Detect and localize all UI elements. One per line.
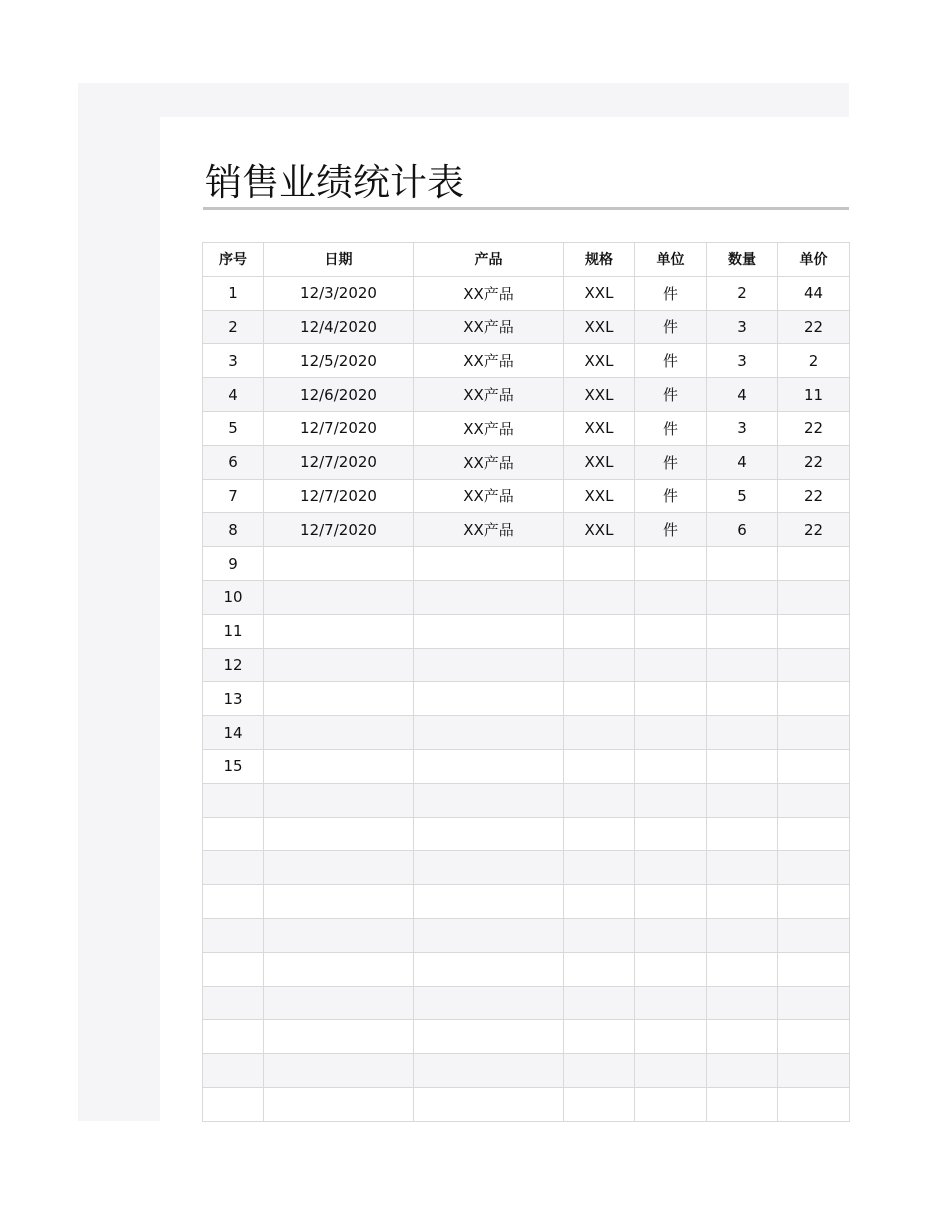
cell-quantity[interactable] [707,648,778,682]
cell-unit[interactable]: 件 [635,411,707,445]
table-row [203,344,850,378]
cell-quantity[interactable] [707,885,778,919]
cell-unit-price[interactable] [778,952,850,986]
cell-date[interactable] [264,817,414,851]
cell-date[interactable] [264,952,414,986]
header-date: 日期 [264,243,414,277]
cell-date[interactable] [264,682,414,716]
cell-product[interactable] [414,1054,564,1088]
cell-quantity[interactable]: 2 [707,276,778,310]
cell-index[interactable]: 4 [203,378,264,412]
cell-quantity[interactable] [707,682,778,716]
cell-date[interactable] [264,648,414,682]
table-row [203,411,850,445]
cell-unit[interactable]: 件 [635,445,707,479]
table-row [203,817,850,851]
cell-unit-price[interactable] [778,547,850,581]
table-row [203,851,850,885]
cell-quantity[interactable] [707,614,778,648]
cell-index[interactable] [203,986,264,1020]
cell-index[interactable]: 8 [203,513,264,547]
cell-spec[interactable] [564,580,635,614]
table-row [203,952,850,986]
cell-quantity[interactable] [707,1054,778,1088]
table-row [203,1054,850,1088]
cell-spec[interactable]: XXL [564,479,635,513]
cell-quantity[interactable] [707,952,778,986]
cell-index[interactable]: 9 [203,547,264,581]
cell-date[interactable] [264,918,414,952]
cell-date[interactable] [264,1054,414,1088]
cell-unit-price[interactable]: 22 [778,411,850,445]
cell-index[interactable] [203,783,264,817]
cell-spec[interactable] [564,1020,635,1054]
cell-index[interactable]: 2 [203,310,264,344]
header-unit-price: 单价 [778,243,850,277]
cell-unit[interactable] [635,952,707,986]
cell-quantity[interactable]: 3 [707,344,778,378]
cell-unit[interactable] [635,817,707,851]
cell-product[interactable]: XX产品 [414,276,564,310]
cell-unit-price[interactable] [778,648,850,682]
cell-index[interactable] [203,851,264,885]
cell-quantity[interactable]: 4 [707,445,778,479]
cell-date[interactable]: 12/7/2020 [264,411,414,445]
cell-unit-price[interactable] [778,783,850,817]
cell-index[interactable] [203,817,264,851]
cell-unit[interactable] [635,885,707,919]
cell-quantity[interactable]: 5 [707,479,778,513]
cell-date[interactable]: 12/7/2020 [264,479,414,513]
cell-index[interactable]: 3 [203,344,264,378]
cell-unit-price[interactable]: 22 [778,513,850,547]
cell-unit[interactable] [635,1087,707,1121]
cell-date[interactable] [264,885,414,919]
cell-date[interactable] [264,986,414,1020]
cell-index[interactable]: 5 [203,411,264,445]
table-row [203,648,850,682]
cell-index[interactable]: 14 [203,716,264,750]
table-row [203,918,850,952]
cell-product[interactable] [414,648,564,682]
cell-unit-price[interactable]: 2 [778,344,850,378]
cell-quantity[interactable] [707,851,778,885]
cell-spec[interactable] [564,885,635,919]
cell-index[interactable] [203,1087,264,1121]
header-product: 产品 [414,243,564,277]
cell-product[interactable] [414,1020,564,1054]
sheet-background-left [78,83,160,1121]
cell-spec[interactable] [564,986,635,1020]
cell-date[interactable] [264,851,414,885]
header-spec: 规格 [564,243,635,277]
cell-date[interactable] [264,783,414,817]
cell-quantity[interactable]: 6 [707,513,778,547]
cell-product[interactable]: XX产品 [414,513,564,547]
cell-index[interactable]: 11 [203,614,264,648]
cell-product[interactable] [414,749,564,783]
table-row [203,749,850,783]
cell-quantity[interactable] [707,918,778,952]
table-row [203,783,850,817]
cell-product[interactable] [414,851,564,885]
cell-unit[interactable] [635,1054,707,1088]
cell-date[interactable] [264,716,414,750]
cell-unit[interactable] [635,986,707,1020]
cell-unit[interactable] [635,614,707,648]
cell-product[interactable] [414,547,564,581]
cell-spec[interactable] [564,817,635,851]
cell-unit[interactable]: 件 [635,513,707,547]
cell-date[interactable] [264,749,414,783]
cell-index[interactable] [203,885,264,919]
cell-index[interactable]: 6 [203,445,264,479]
cell-quantity[interactable]: 3 [707,411,778,445]
cell-unit-price[interactable] [778,614,850,648]
cell-index[interactable]: 1 [203,276,264,310]
cell-unit[interactable] [635,1020,707,1054]
table-row [203,885,850,919]
header-unit: 单位 [635,243,707,277]
cell-date[interactable] [264,1087,414,1121]
cell-product[interactable] [414,817,564,851]
cell-date[interactable] [264,614,414,648]
cell-product[interactable] [414,614,564,648]
cell-quantity[interactable] [707,580,778,614]
page-title: 销售业绩统计表 [205,161,464,204]
cell-index[interactable] [203,918,264,952]
cell-spec[interactable] [564,918,635,952]
cell-unit-price[interactable] [778,1087,850,1121]
cell-product[interactable]: XX产品 [414,344,564,378]
cell-quantity[interactable] [707,783,778,817]
cell-unit-price[interactable] [778,986,850,1020]
cell-product[interactable] [414,918,564,952]
cell-quantity[interactable] [707,817,778,851]
cell-unit[interactable] [635,749,707,783]
cell-date[interactable]: 12/6/2020 [264,378,414,412]
cell-product[interactable] [414,682,564,716]
table-row [203,479,850,513]
header-index: 序号 [203,243,264,277]
cell-spec[interactable] [564,1087,635,1121]
cell-index[interactable]: 10 [203,580,264,614]
cell-quantity[interactable] [707,986,778,1020]
cell-product[interactable] [414,1087,564,1121]
cell-unit[interactable] [635,682,707,716]
cell-date[interactable]: 12/7/2020 [264,445,414,479]
cell-unit[interactable]: 件 [635,310,707,344]
table-row [203,276,850,310]
cell-quantity[interactable] [707,716,778,750]
cell-date[interactable]: 12/3/2020 [264,276,414,310]
cell-unit[interactable] [635,851,707,885]
cell-unit-price[interactable] [778,749,850,783]
table-header-row [203,243,850,277]
cell-unit-price[interactable] [778,1020,850,1054]
cell-unit-price[interactable] [778,817,850,851]
cell-product[interactable] [414,885,564,919]
cell-index[interactable]: 13 [203,682,264,716]
cell-date[interactable] [264,580,414,614]
cell-unit[interactable] [635,547,707,581]
cell-quantity[interactable] [707,1087,778,1121]
cell-spec[interactable]: XXL [564,310,635,344]
cell-spec[interactable] [564,952,635,986]
cell-spec[interactable]: XXL [564,344,635,378]
cell-product[interactable] [414,986,564,1020]
cell-unit-price[interactable] [778,885,850,919]
cell-unit[interactable] [635,580,707,614]
cell-index[interactable] [203,1054,264,1088]
cell-unit-price[interactable]: 22 [778,310,850,344]
cell-index[interactable] [203,952,264,986]
cell-unit[interactable]: 件 [635,378,707,412]
cell-unit-price[interactable]: 22 [778,479,850,513]
cell-product[interactable] [414,952,564,986]
cell-spec[interactable]: XXL [564,513,635,547]
cell-unit-price[interactable]: 44 [778,276,850,310]
cell-date[interactable] [264,547,414,581]
cell-unit[interactable]: 件 [635,344,707,378]
cell-unit-price[interactable] [778,580,850,614]
cell-spec[interactable]: XXL [564,411,635,445]
sales-table [202,242,850,1122]
table-row [203,716,850,750]
cell-unit-price[interactable]: 22 [778,445,850,479]
cell-index[interactable]: 15 [203,749,264,783]
cell-index[interactable] [203,1020,264,1054]
cell-unit-price[interactable] [778,918,850,952]
cell-product[interactable] [414,580,564,614]
table-row [203,1087,850,1121]
cell-quantity[interactable]: 3 [707,310,778,344]
cell-unit[interactable] [635,783,707,817]
cell-spec[interactable] [564,716,635,750]
cell-unit-price[interactable] [778,682,850,716]
cell-spec[interactable]: XXL [564,378,635,412]
cell-spec[interactable] [564,648,635,682]
cell-product[interactable]: XX产品 [414,445,564,479]
cell-date[interactable]: 12/5/2020 [264,344,414,378]
header-quantity: 数量 [707,243,778,277]
cell-quantity[interactable] [707,547,778,581]
cell-spec[interactable] [564,614,635,648]
cell-spec[interactable] [564,783,635,817]
table-row [203,547,850,581]
cell-product[interactable]: XX产品 [414,479,564,513]
table-row [203,614,850,648]
cell-product[interactable] [414,783,564,817]
cell-date[interactable]: 12/4/2020 [264,310,414,344]
table-row [203,513,850,547]
cell-spec[interactable]: XXL [564,276,635,310]
cell-spec[interactable] [564,1054,635,1088]
cell-index[interactable]: 12 [203,648,264,682]
cell-date[interactable]: 12/7/2020 [264,513,414,547]
cell-unit-price[interactable] [778,716,850,750]
cell-product[interactable]: XX产品 [414,378,564,412]
cell-quantity[interactable] [707,749,778,783]
table-row [203,378,850,412]
table-row [203,580,850,614]
cell-index[interactable]: 7 [203,479,264,513]
cell-spec[interactable] [564,682,635,716]
title-underline [203,207,849,210]
cell-quantity[interactable] [707,1020,778,1054]
cell-unit[interactable] [635,716,707,750]
cell-unit[interactable] [635,918,707,952]
cell-unit[interactable] [635,648,707,682]
sheet-background-top [78,83,849,117]
cell-date[interactable] [264,1020,414,1054]
cell-spec[interactable]: XXL [564,445,635,479]
cell-spec[interactable] [564,547,635,581]
cell-spec[interactable] [564,749,635,783]
table-row [203,445,850,479]
table-row [203,310,850,344]
table-row [203,986,850,1020]
cell-unit[interactable]: 件 [635,276,707,310]
table-row [203,1020,850,1054]
cell-product[interactable]: XX产品 [414,310,564,344]
cell-unit[interactable]: 件 [635,479,707,513]
cell-product[interactable]: XX产品 [414,411,564,445]
cell-unit-price[interactable]: 11 [778,378,850,412]
cell-quantity[interactable]: 4 [707,378,778,412]
cell-product[interactable] [414,716,564,750]
table-row [203,682,850,716]
cell-spec[interactable] [564,851,635,885]
cell-unit-price[interactable] [778,851,850,885]
cell-unit-price[interactable] [778,1054,850,1088]
